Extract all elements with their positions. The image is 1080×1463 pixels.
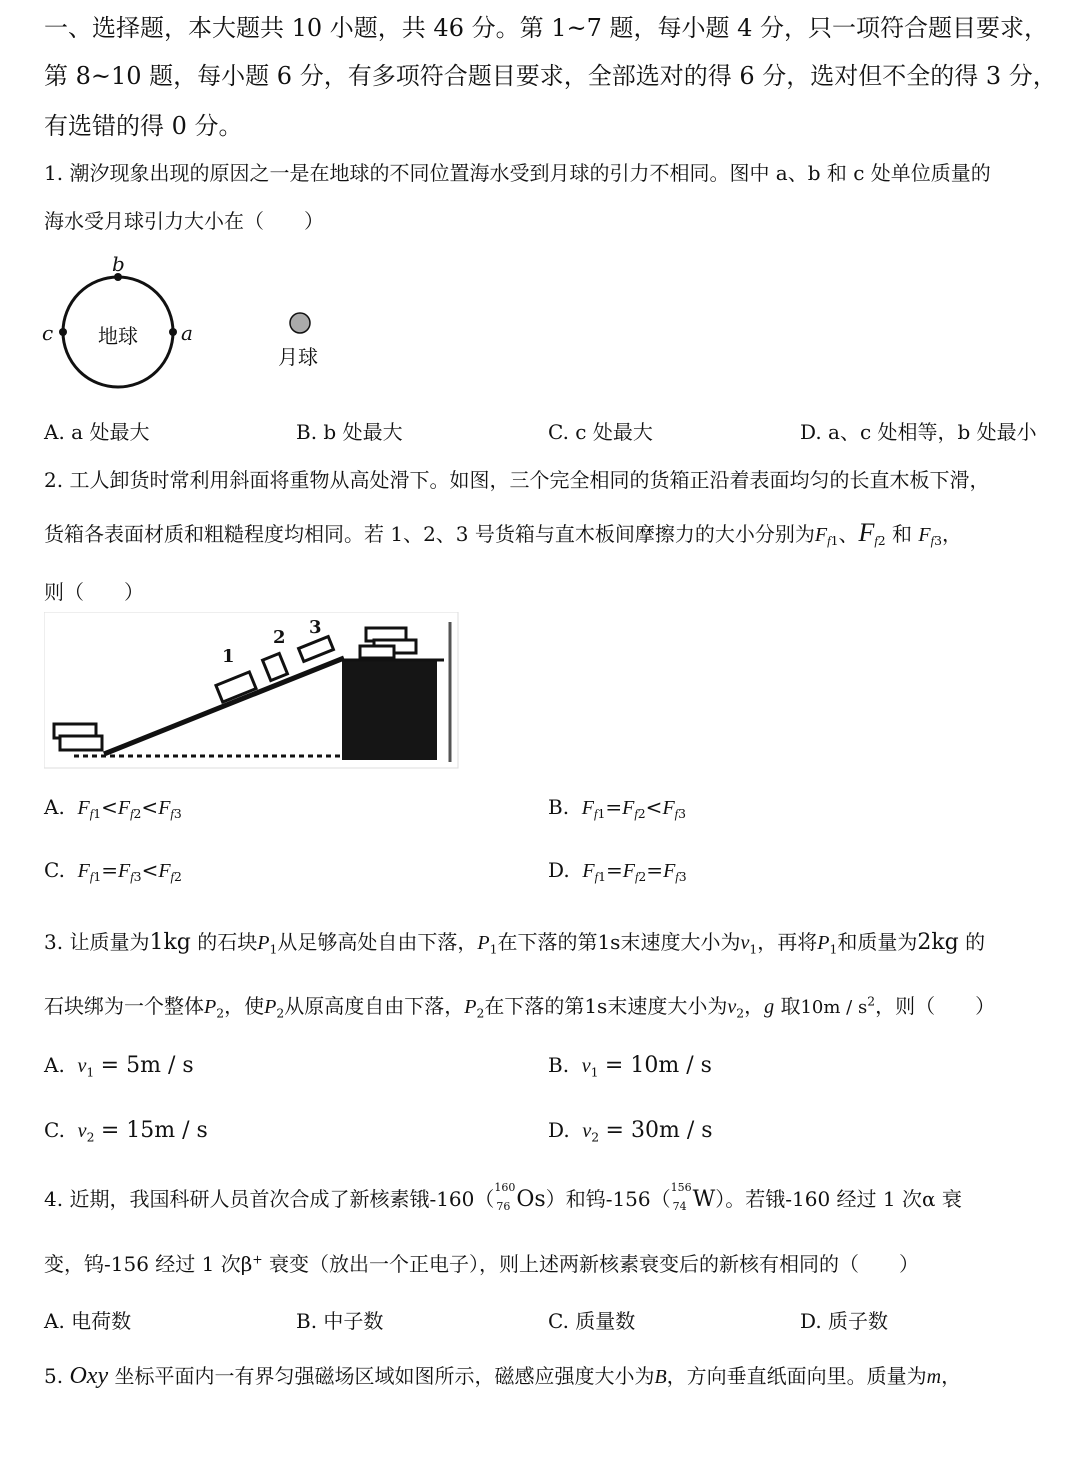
q2-option-b: B. $F_{f1}=F_{f2}<F_{f3}$ bbox=[548, 795, 686, 822]
section-header-line-2: 第 8~10 题，每小题 6 分，有多项符合题目要求，全部选对的得 6 分，选对但不全的得 3 分， bbox=[44, 62, 1057, 90]
q2-option-a: A. $F_{f1}<F_{f2}<F_{f3}$ bbox=[44, 795, 182, 822]
point-a-dot bbox=[169, 328, 177, 336]
section-header-line-1: 一、选择题，本大题共 10 小题，共 46 分。第 1~7 题，每小题 4 分，只一项符合题目要求， bbox=[44, 14, 1049, 42]
earth-label: 地球 bbox=[98, 324, 138, 348]
section-header-line-3: 有选错的得 0 分。 bbox=[44, 112, 243, 140]
q3-option-d: D. $v_2 = 30m / s$ bbox=[548, 1118, 713, 1145]
q2-stem-line-3: 则（ ） bbox=[44, 580, 144, 604]
q2-stem-line-2: 货箱各表面材质和粗糙程度均相同。若 1、2、3 号货箱与直木板间摩擦力的大小分别为$F_{f1}$、$F_{f2}$ 和 $F_{f3}$， bbox=[44, 518, 962, 549]
q1-earth-moon-figure bbox=[40, 250, 360, 400]
q3-stem-line-1: 3. 让质量为1kg 的石块$P_1$从足够高处自由下落，$P_1$在下落的第1s末速度大小为$v_1$，再将$P_1$和质量为2kg 的 bbox=[44, 930, 986, 957]
tungsten-nuclide: 156 74 W bbox=[670, 1181, 716, 1213]
point-c-dot bbox=[59, 328, 67, 336]
box-label-3: 3 bbox=[309, 617, 322, 638]
moon-circle bbox=[290, 313, 310, 333]
bottom-box-stack bbox=[54, 724, 102, 750]
q4-stem-line-1: 4. 近期，我国科研人员首次合成了新核素锇-160（ 160 76 Os）和钨-156（ 156 74 W）。若锇-160 经过 1 次α 衰 bbox=[44, 1181, 962, 1213]
q2-option-c: C. $F_{f1}=F_{f3}<F_{f2}$ bbox=[44, 858, 182, 885]
q3-option-b: B. $v_1 = 10m / s$ bbox=[548, 1053, 712, 1080]
q4-option-d: D. 质子数 bbox=[800, 1309, 889, 1333]
q4-option-c: C. 质量数 bbox=[548, 1309, 636, 1333]
moon-label: 月球 bbox=[278, 345, 318, 369]
q2-stem-text: 货箱各表面材质和粗糙程度均相同。若 1、2、3 号货箱与直木板间摩擦力的大小分别为 bbox=[44, 522, 815, 546]
q2-stem-line-1: 2. 工人卸货时常利用斜面将重物从高处滑下。如图，三个完全相同的货箱正沿着表面均匀的长直木板下滑， bbox=[44, 468, 990, 492]
q4-option-a: A. 电荷数 bbox=[44, 1309, 132, 1333]
q1-stem-line-1: 1. 潮汐现象出现的原因之一是在地球的不同位置海水受到月球的引力不相同。图中 a、b 和 c 处单位质量的 bbox=[44, 161, 991, 185]
q1-option-b: B. b 处最大 bbox=[296, 420, 403, 444]
q5-stem-line-1: 5. Oxy 坐标平面内一有界匀强磁场区域如图所示，磁感应强度大小为B，方向垂直纸面向里。质量为m， bbox=[44, 1363, 962, 1389]
q3-option-a: A. $v_1 = 5m / s$ bbox=[44, 1053, 194, 1080]
box-label-2: 2 bbox=[273, 627, 286, 648]
q1-option-a: A. a 处最大 bbox=[44, 420, 150, 444]
q2-option-d: D. $F_{f1}=F_{f2}=F_{f3}$ bbox=[548, 858, 687, 885]
platform-block bbox=[342, 660, 437, 760]
q2-incline-figure bbox=[44, 612, 464, 772]
point-a-label: a bbox=[181, 321, 193, 345]
osmium-nuclide: 160 76 Os bbox=[494, 1181, 546, 1213]
q3-option-c: C. $v_2 = 15m / s$ bbox=[44, 1118, 208, 1145]
q1-option-d: D. a、c 处相等，b 处最小 bbox=[800, 420, 1037, 444]
point-c-label: c bbox=[42, 321, 54, 345]
q4-stem-line-2: 变，钨-156 经过 1 次β+ 衰变（放出一个正电子），则上述两新核素衰变后的新核有相同的（ ） bbox=[44, 1251, 920, 1276]
q4-option-b: B. 中子数 bbox=[296, 1309, 384, 1333]
q1-option-c: C. c 处最大 bbox=[548, 420, 653, 444]
point-b-label: b bbox=[112, 252, 125, 276]
q1-stem-line-2: 海水受月球引力大小在（ ） bbox=[44, 209, 324, 233]
box-label-1: 1 bbox=[222, 646, 235, 667]
q3-stem-line-2: 石块绑为一个整体$P_2$，使$P_2$从原高度自由下落，$P_2$在下落的第1s末速度大小为$v_2$，g 取$10m / s^2$，则（ ） bbox=[44, 993, 996, 1021]
